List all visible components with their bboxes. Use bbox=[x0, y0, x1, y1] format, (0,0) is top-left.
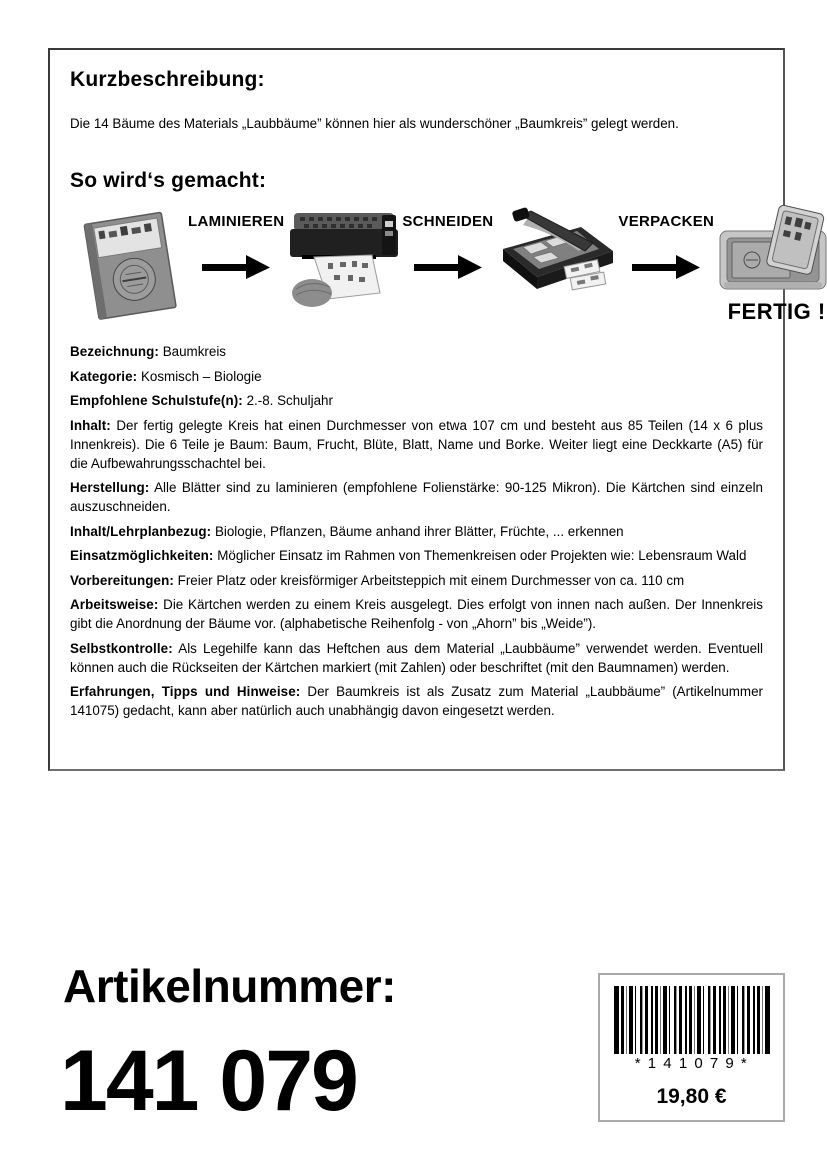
process-step-schneiden bbox=[402, 205, 493, 280]
laminator-image bbox=[284, 205, 402, 319]
arrow-right-icon bbox=[414, 254, 482, 280]
process-step-verpacken bbox=[618, 205, 714, 280]
field-value: Als Legehilfe kann das Heftchen aus dem Material „Laubbäume” verwendet werden. Eventuell können auch die Rückseiten der Kärtchen markiert (mit Zahlen) oder beschriftet (mit den Baumnamen) werden. bbox=[70, 640, 764, 675]
field-value: Die Kärtchen werden zu einem Kreis ausgelegt. Dies erfolgt von innen nach außen. Der Innenkreis gibt die Anordnung der Bäume vor. (alphabetische Reihenfolg - von „Ahorn” bis „Weide”). bbox=[70, 597, 763, 631]
artikelnummer-heading: Artikelnummer: bbox=[63, 960, 396, 1012]
step-label-verpacken: VERPACKEN bbox=[618, 213, 715, 230]
field-label: Erfahrungen, Tipps und Hinweise: bbox=[70, 684, 301, 699]
field-label: Arbeitsweise: bbox=[70, 597, 159, 612]
field-selbstkontrolle bbox=[70, 639, 763, 677]
field-value: Alle Blätter sind zu laminieren (empfohlene Folienstärke: 90-125 Mikron). Die Kärtchen sind einzeln auszuschneiden. bbox=[70, 480, 763, 514]
field-vorbereitungen bbox=[70, 571, 763, 590]
field-value: Der Baumkreis ist als Zusatz zum Material „Laubbäume” (Artikelnummer 141075) gedacht, kann aber natürlich auch unabhängig davon eingesetzt werden. bbox=[70, 684, 763, 718]
field-label: Selbstkontrolle: bbox=[70, 640, 173, 656]
field-value: Kosmisch – Biologie bbox=[140, 368, 262, 384]
field-value: Baumkreis bbox=[162, 344, 226, 359]
field-label: Vorbereitungen: bbox=[70, 572, 174, 588]
process-result bbox=[714, 205, 827, 325]
field-value: Freier Platz oder kreisförmiger Arbeitsteppich mit einem Durchmesser von ca. 110 cm bbox=[177, 572, 685, 588]
kurzbeschreibung-text: Die 14 Bäume des Materials „Laubbäume” können hier als wunderschöner „Baumkreis” gelegt werden. bbox=[70, 116, 679, 131]
field-einsatzmoeglichkeiten bbox=[70, 546, 763, 565]
field-value: Der fertig gelegte Kreis hat einen Durchmesser von etwa 107 cm und besteht aus 85 Teilen (14 x 6 plus Innenkreis). Die 6 Teile je Baum: Baum, Frucht, Blüte, Blatt, Name und Borke. Weiter liegt eine Deckkarte (A5) für die Aufbewahrungsschachtel bei. bbox=[70, 417, 763, 471]
process-flow bbox=[70, 205, 826, 329]
price-label: 19,80 € bbox=[656, 1085, 727, 1108]
arrow-right-icon bbox=[202, 254, 270, 280]
field-label: Bezeichnung: bbox=[70, 344, 159, 359]
field-erfahrungen bbox=[70, 682, 763, 720]
arrow-right-icon bbox=[632, 254, 700, 280]
field-value: 2.-8. Schuljahr bbox=[246, 393, 333, 408]
field-label: Inhalt/Lehrplanbezug: bbox=[70, 523, 212, 539]
field-label: Herstellung: bbox=[70, 480, 150, 495]
step-label-schneiden: SCHNEIDEN bbox=[402, 213, 494, 230]
description-panel bbox=[48, 48, 826, 771]
artikelnummer-value: 141 079 bbox=[60, 1033, 357, 1129]
section-title-kurzbeschreibung: Kurzbeschreibung: bbox=[70, 68, 265, 91]
field-arbeitsweise bbox=[70, 595, 763, 633]
field-value: Biologie, Pflanzen, Bäume anhand ihrer Blätter, Früchte, ... erkennen bbox=[214, 523, 624, 539]
field-lehrplanbezug bbox=[70, 522, 763, 541]
field-label: Empfohlene Schulstufe(n): bbox=[70, 393, 243, 408]
barcode-digits: * 1 4 1 0 7 9 * bbox=[634, 1055, 749, 1072]
step-label-laminieren: LAMINIEREN bbox=[188, 213, 285, 230]
field-value: Möglicher Einsatz im Rahmen von Themenkreisen oder Projekten wie: Lebensraum Wald bbox=[217, 548, 747, 563]
section-title-so-wirds-gemacht: So wird‘s gemacht: bbox=[70, 169, 267, 192]
field-label: Inhalt: bbox=[70, 417, 111, 433]
paper-cutter-image bbox=[493, 205, 618, 307]
product-fields bbox=[70, 342, 763, 720]
field-herstellung bbox=[70, 478, 763, 516]
field-kategorie bbox=[70, 367, 763, 386]
barcode-image bbox=[614, 986, 770, 1054]
packaged-box-image bbox=[714, 205, 827, 297]
material-booklet-image bbox=[70, 205, 188, 325]
field-bezeichnung bbox=[70, 342, 763, 361]
price-sticker bbox=[598, 973, 785, 1122]
process-step-laminieren bbox=[188, 205, 284, 280]
field-label: Einsatzmöglichkeiten: bbox=[70, 548, 214, 563]
field-inhalt bbox=[70, 416, 763, 473]
fertig-label: FERTIG ! bbox=[727, 299, 826, 324]
field-schulstufe bbox=[70, 391, 763, 410]
field-label: Kategorie: bbox=[70, 368, 138, 384]
